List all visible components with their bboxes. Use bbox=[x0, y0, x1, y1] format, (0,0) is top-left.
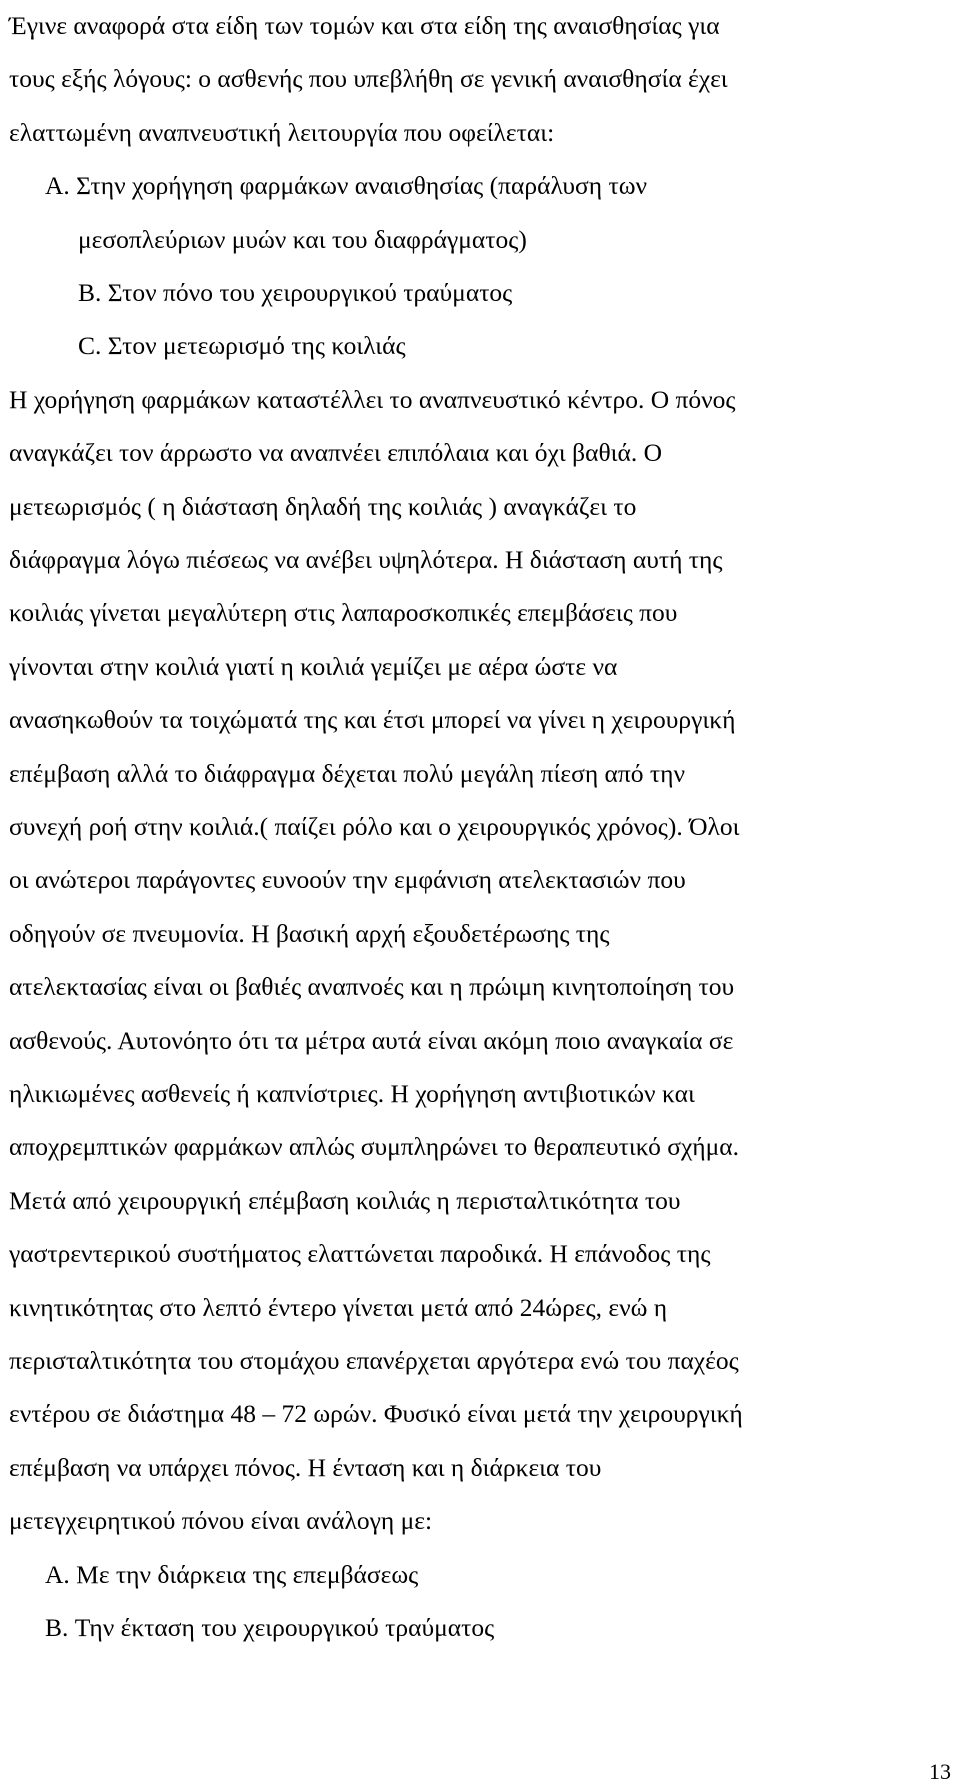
intro-line: ελαττωμένη αναπνευστική λειτουργία που οφείλεται: bbox=[9, 117, 555, 147]
body-line: κινητικότητας στο λεπτό έντερο γίνεται μετά από 24ώρες, ενώ η bbox=[9, 1292, 668, 1322]
body-line: ανασηκωθούν τα τοιχώματά της και έτσι μπορεί να γίνει η χειρουργική bbox=[9, 705, 736, 735]
list-item-a-continuation: μεσοπλεύριων μυών και του διαφράγματος) bbox=[78, 224, 527, 254]
body-line: γαστρεντερικού συστήματος ελαττώνεται παροδικά. Η επάνοδος της bbox=[9, 1239, 711, 1269]
body-line: μετεγχειρητικού πόνου είναι ανάλογη με: bbox=[9, 1506, 433, 1536]
body-line: ατελεκτασίας είναι οι βαθιές αναπνοές και η πρώιμη κινητοποίηση του bbox=[9, 972, 735, 1002]
list-item-a: A. Στην χορήγηση φαρμάκων αναισθησίας (παράλυση των bbox=[45, 171, 648, 201]
intro-line: Έγινε αναφορά στα είδη των τομών και στα είδη της αναισθησίας για bbox=[9, 11, 720, 40]
body-line: επέμβαση αλλά το διάφραγμα δέχεται πολύ μεγάλη πίεση από την bbox=[9, 758, 686, 788]
page-number: 13 bbox=[929, 1759, 951, 1784]
list-item-c: C. Στον μετεωρισμό της κοιλιάς bbox=[78, 331, 406, 361]
intro-line: τους εξής λόγους: ο ασθενής που υπεβλήθη σε γενική αναισθησία έχει bbox=[9, 64, 728, 94]
body-line: διάφραγμα λόγω πιέσεως να ανέβει υψηλότερα. Η διάσταση αυτή της bbox=[9, 545, 723, 574]
body-line: Η χορήγηση φαρμάκων καταστέλλει το αναπνευστικό κέντρο. Ο πόνος bbox=[9, 384, 736, 414]
body-line: γίνονται στην κοιλιά γιατί η κοιλιά γεμίζει με αέρα ώστε να bbox=[9, 651, 618, 681]
body-line: οι ανώτεροι παράγοντες ευνοούν την εμφάνιση ατελεκτασιών που bbox=[9, 865, 686, 895]
body-line: αποχρεμπτικών φαρμάκων απλώς συμπληρώνει το θεραπευτικό σχήμα. bbox=[9, 1132, 739, 1162]
list-item-b: B. Στον πόνο του χειρουργικού τραύματος bbox=[78, 278, 513, 307]
body-line: εντέρου σε διάστημα 48 – 72 ωρών. Φυσικό είναι μετά την χειρουργική bbox=[9, 1399, 743, 1429]
list-item-a: A. Με την διάρκεια της επεμβάσεως bbox=[45, 1559, 419, 1589]
body-line: μετεωρισμός ( η διάσταση δηλαδή της κοιλιάς ) αναγκάζει το bbox=[9, 491, 637, 521]
body-line: ηλικιωμένες ασθενείς ή καπνίστριες. Η χορήγηση αντιβιοτικών και bbox=[9, 1079, 695, 1108]
body-line: ασθενούς. Αυτονόητο ότι τα μέτρα αυτά είναι ακόμη ποιο αναγκαία σε bbox=[9, 1025, 734, 1055]
body-line: συνεχή ροή στην κοιλιά.( παίζει ρόλο και ο χειρουργικός χρόνος). Όλοι bbox=[9, 812, 740, 841]
body-line: Μετά από χειρουργική επέμβαση κοιλιάς η περισταλτικότητα του bbox=[9, 1185, 681, 1215]
body-line: κοιλιάς γίνεται μεγαλύτερη στις λαπαροσκοπικές επεμβάσεις που bbox=[9, 598, 678, 628]
body-line: αναγκάζει τον άρρωστο να αναπνέει επιπόλαια και όχι βαθιά. Ο bbox=[9, 438, 663, 468]
body-line: περισταλτικότητα του στομάχου επανέρχεται αργότερα ενώ του παχέος bbox=[9, 1346, 739, 1375]
body-line: επέμβαση να υπάρχει πόνος. Η ένταση και η διάρκεια του bbox=[9, 1452, 602, 1482]
list-item-b: B. Την έκταση του χειρουργικού τραύματος bbox=[45, 1613, 495, 1642]
body-line: οδηγούν σε πνευμονία. Η βασική αρχή εξουδετέρωσης της bbox=[9, 918, 610, 948]
